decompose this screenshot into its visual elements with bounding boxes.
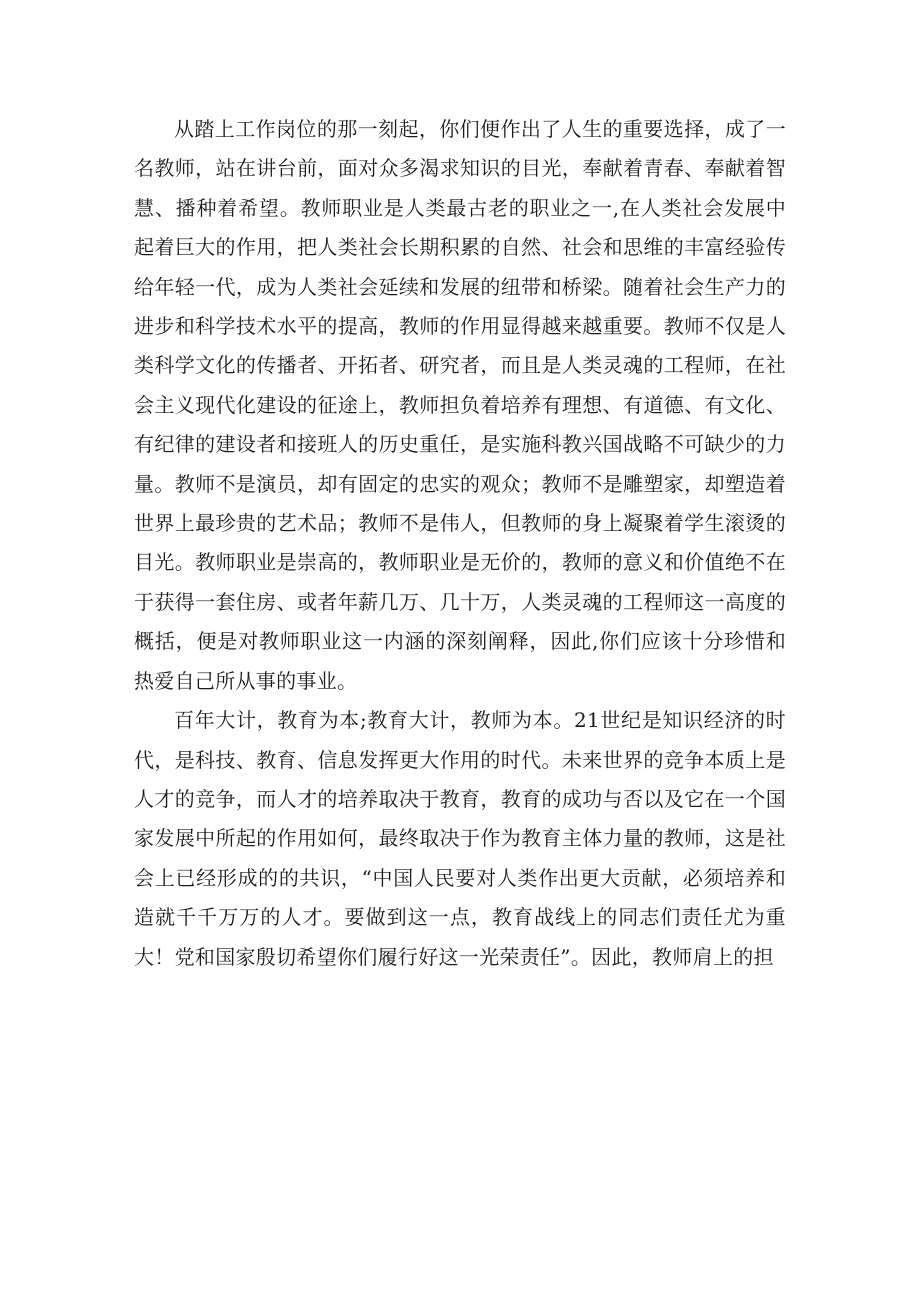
document-body xyxy=(134,110,786,977)
paragraph-1: 从踏上工作岗位的那一刻起，你们便作出了人生的重要选择，成了一名教师，站在讲台前，面对众多渴求知识的目光，奉献着青春、奉献着智慧、播种着希望。教师职业是人类最古老的职业之一,在人类社会发展中起着巨大的作用，把人类社会长期积累的自然、社会和思维的丰富经验传给年轻一代，成为人类社会延续和发展的纽带和桥梁。随着社会生产力的进步和科学技术水平的提高，教师的作用显得越来越重要。教师不仅是人类科学文化的传播者、开拓者、研究者，而且是人类灵魂的工程师，在社会主义现代化建设的征途上，教师担负着培养有理想、有道德、有文化、有纪律的建设者和接班人的历史重任，是实施科教兴国战略不可缺少的力量。教师不是演员，却有固定的忠实的观众；教师不是雕塑家，却塑造着世界上最珍贵的艺术品；教师不是伟人，但教师的身上凝聚着学生滚烫的目光。教师职业是崇高的，教师职业是无价的，教师的意义和价值绝不在于获得一套住房、或者年薪几万、几十万，人类灵魂的工程师这一高度的概括，便是对教师职业这一内涵的深刻阐释，因此,你们应该十分珍惜和热爱自己所从事的事业。 xyxy=(134,117,786,693)
paragraph-2: 百年大计，教育为本;教育大计，教师为本。21世纪是知识经济的时代，是科技、教育、信息发挥更大作用的时代。未来世界的竞争本质上是人才的竞争，而人才的培养取决于教育，教育的成功与否以及它在一个国家发展中所起的作用如何，最终取决于作为教育主体力量的教师，这是社会上已经形成的的共识，“中国人民要对人类作出更大贡献，必须培养和造就千千万万的人才。要做到这一点，教育战线上的同志们责任尤为重大！党和国家殷切希望你们履行好这一光荣责任”。因此，教师肩上的担 xyxy=(134,708,786,969)
